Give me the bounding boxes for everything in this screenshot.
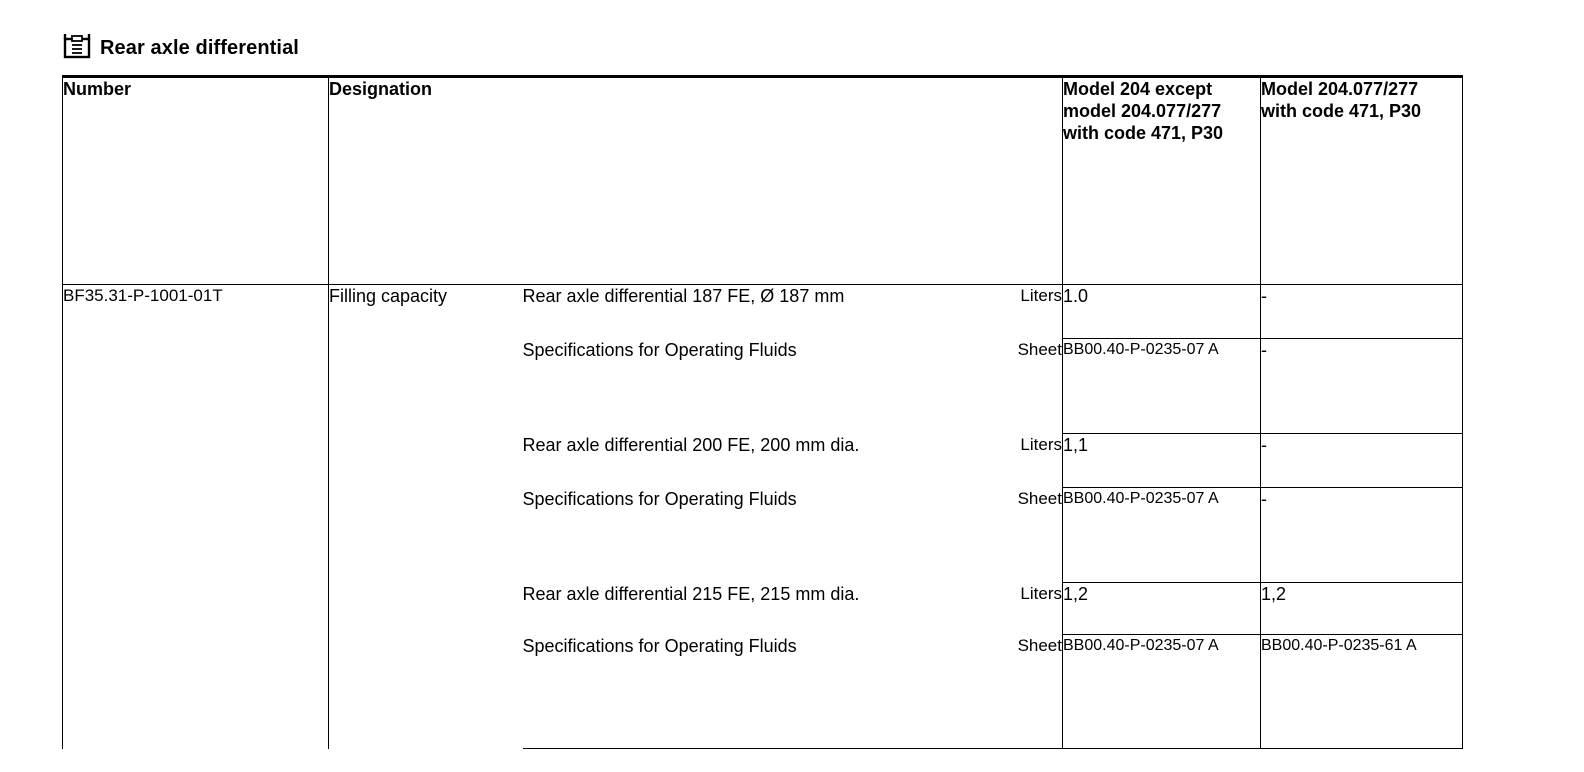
model-a-value: BB00.40-P-0235-07 A: [1063, 488, 1261, 583]
designation-cell: Filling capacity: [329, 286, 448, 306]
filling-capacity-table: [62, 75, 1463, 749]
unit-cell: Liters: [984, 285, 1063, 339]
item-cell: Specifications for Operating Fluids: [522, 339, 797, 360]
header-number: Number: [63, 77, 329, 285]
model-a-value: BB00.40-P-0235-07 A: [1063, 339, 1261, 434]
header-model-a: [1063, 77, 1261, 285]
document-list-icon: [63, 33, 91, 59]
item-cell: Rear axle differential 187 FE, Ø 187 mm: [522, 286, 845, 306]
unit-cell: Sheet: [984, 339, 1063, 434]
item-cell: Specifications for Operating Fluids: [523, 635, 984, 749]
header-model-b-label: Model 204.077/277 with code 471, P30: [1261, 79, 1422, 121]
unit-cell: Liters: [984, 583, 1063, 635]
item-cell: Rear axle differential 200 FE, 200 mm dia.: [522, 434, 860, 455]
item-cell: Rear axle differential 215 FE, 215 mm dia.: [522, 583, 860, 604]
header-model-b: [1261, 77, 1463, 285]
header-model-a-label: Model 204 except model 204.077/277 with code 471, P30: [1063, 79, 1224, 143]
number-cell: BF35.31-P-1001-01T: [63, 285, 329, 749]
model-a-value: 1,2: [1063, 583, 1261, 635]
model-b-value: BB00.40-P-0235-61 A: [1261, 635, 1463, 749]
header-designation: Designation: [329, 77, 1063, 285]
model-a-value: BB00.40-P-0235-07 A: [1063, 635, 1261, 749]
model-b-value: -: [1261, 434, 1463, 488]
item-cell: Specifications for Operating Fluids: [522, 488, 797, 509]
model-b-value: -: [1261, 285, 1463, 339]
unit-cell: Sheet: [984, 488, 1063, 583]
model-b-value: -: [1261, 488, 1463, 583]
unit-cell: Liters: [984, 434, 1063, 488]
model-b-value: -: [1261, 339, 1463, 434]
model-a-value: 1,1: [1063, 434, 1261, 488]
page-title: Rear axle differential: [100, 36, 299, 59]
table-row: [63, 285, 1463, 339]
model-b-value: 1,2: [1261, 583, 1463, 635]
section-header: [63, 31, 299, 61]
header-row: [63, 77, 1463, 285]
unit-cell: Sheet: [984, 635, 1063, 749]
model-a-value: 1.0: [1063, 285, 1261, 339]
